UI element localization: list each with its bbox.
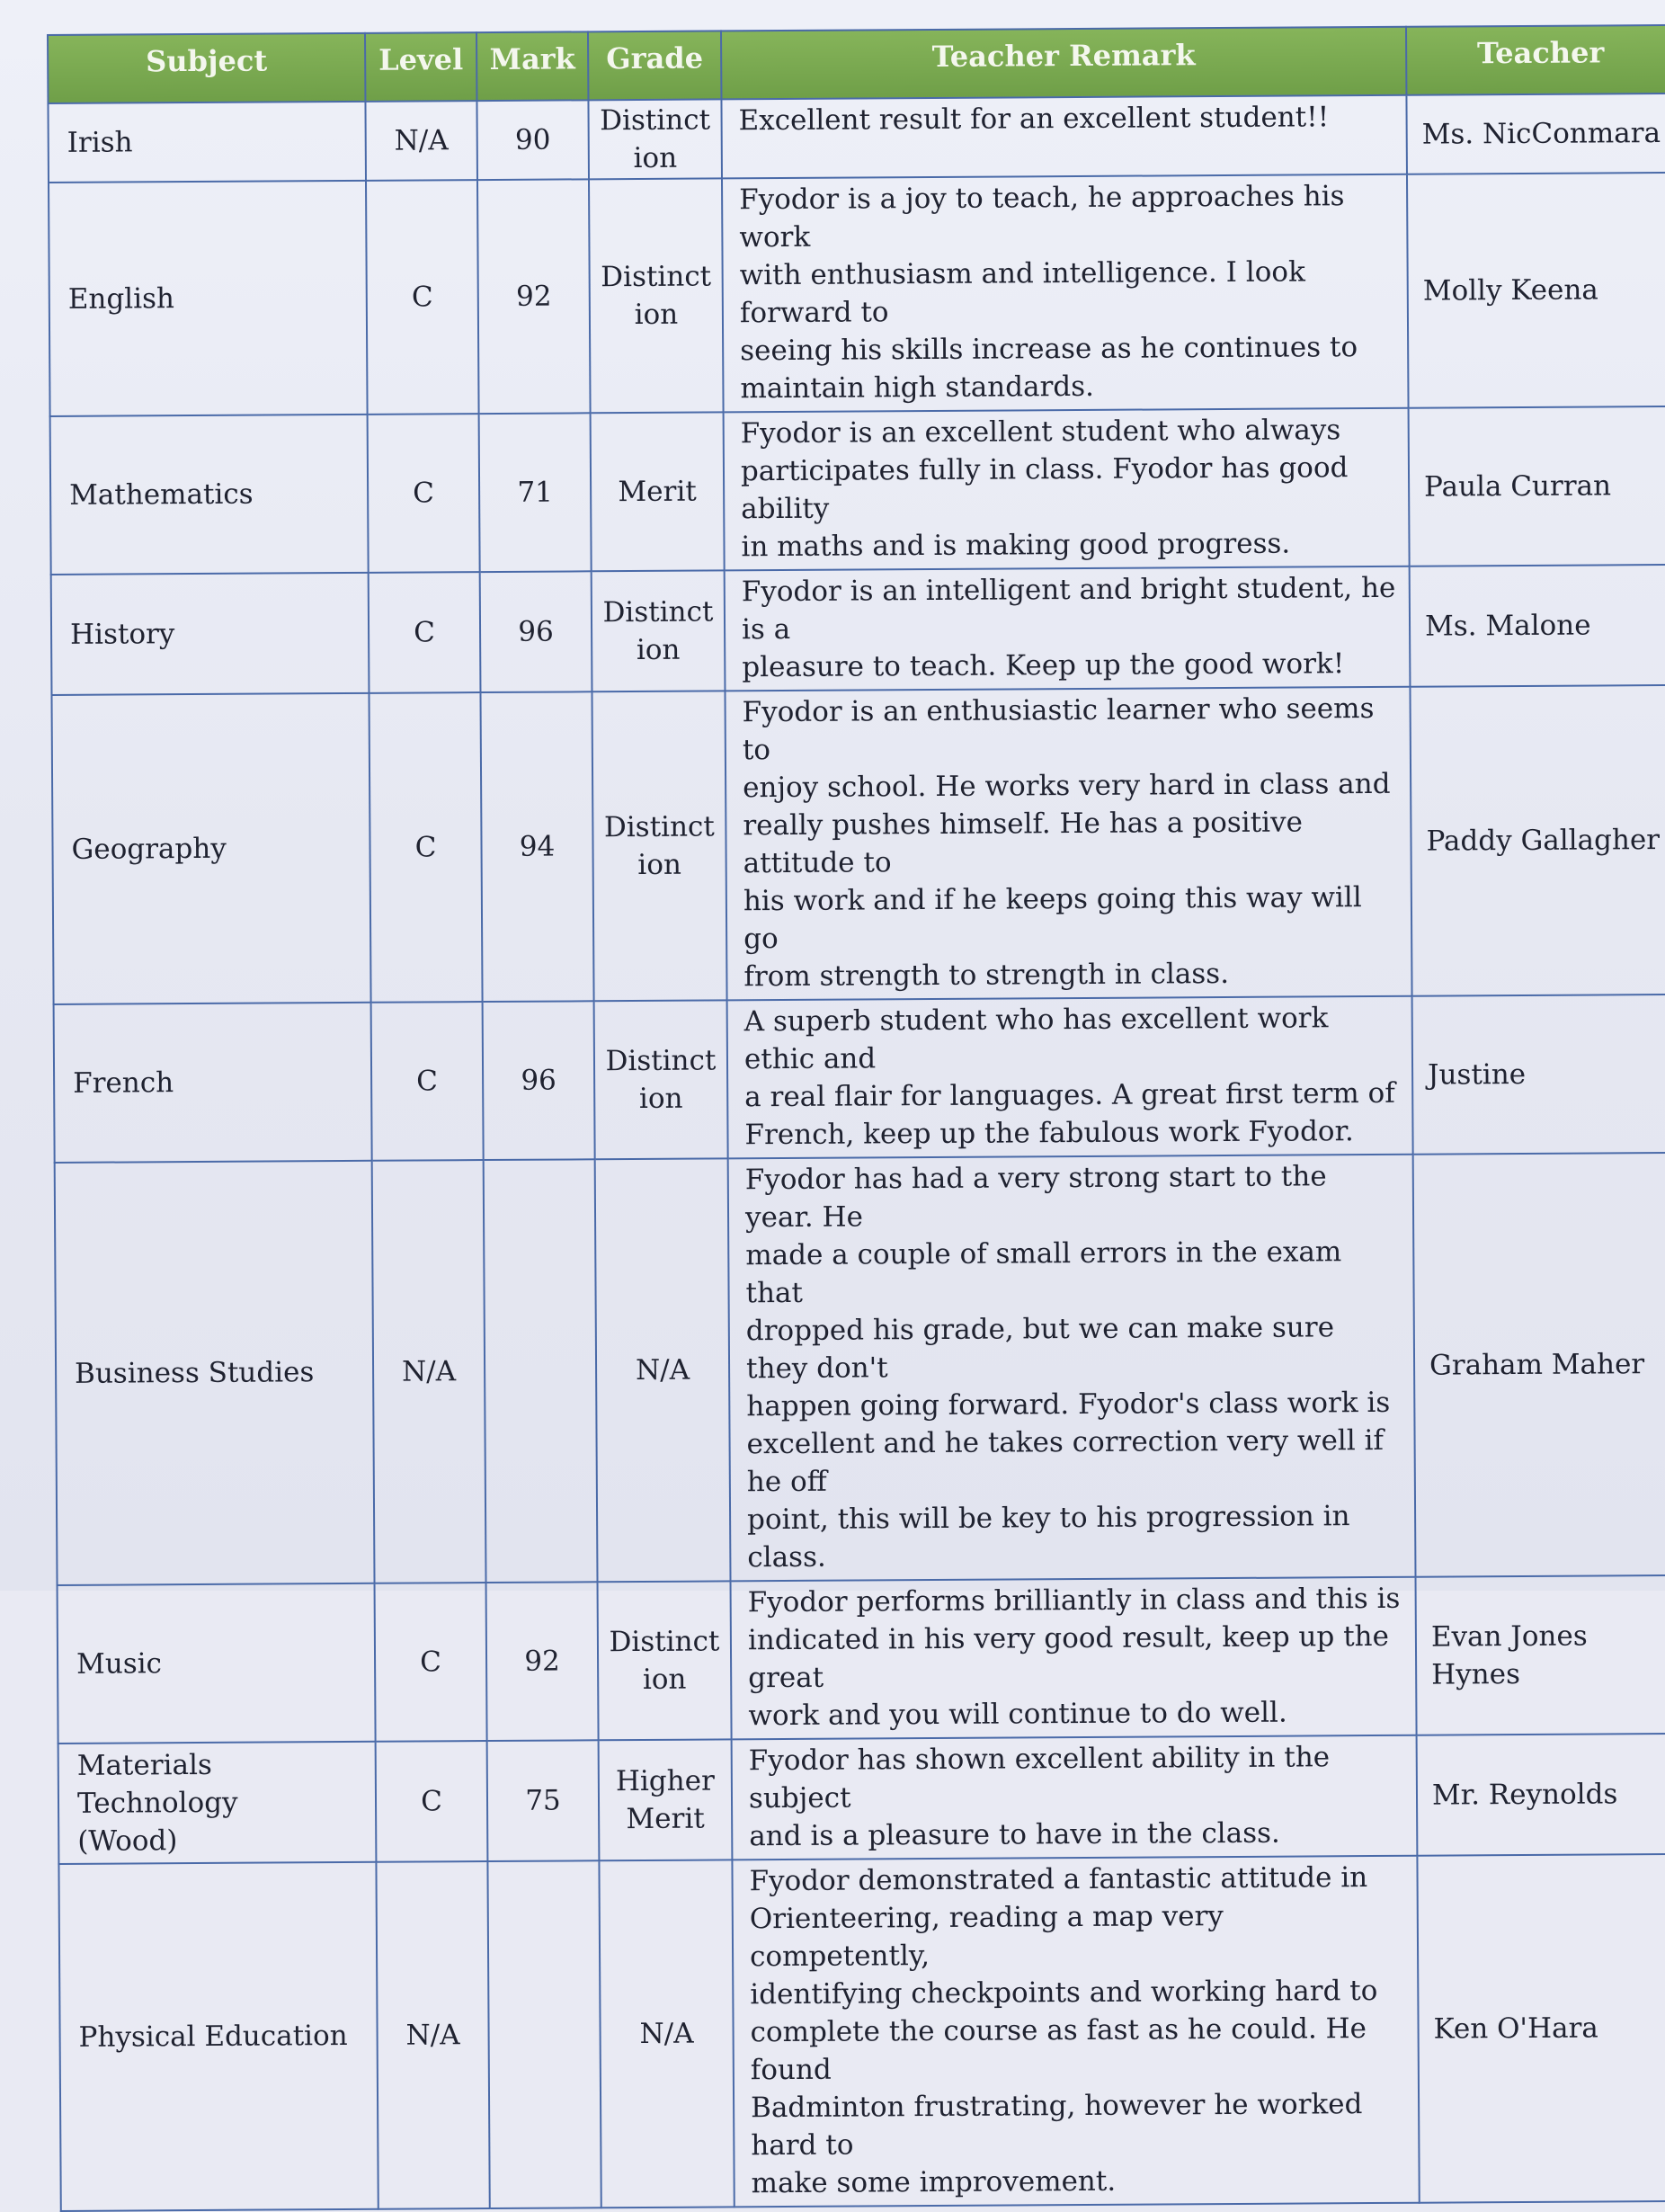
cell-level: C [376, 1741, 488, 1862]
table-row [58, 1734, 1665, 1864]
cell-subject: Mathematics [50, 415, 369, 575]
remark-text: Fyodor performs brilliantly in class and this is indicated in his very good result, keep up the great work and you will continue to do well. [747, 1582, 1401, 1733]
cell-level: C [366, 180, 479, 415]
report-table [47, 24, 1665, 2212]
cell-grade [592, 570, 726, 691]
remark-text: Excellent result for an excellent student!! [738, 101, 1330, 138]
table-row [58, 1854, 1665, 2211]
cell-remark [725, 566, 1411, 691]
grade-text: Distinct ion [609, 1625, 720, 1696]
cell-mark: 96 [483, 1001, 595, 1160]
header-teacher-remark: Teacher Remark [721, 27, 1406, 100]
remark-text: Fyodor demonstrated a fantastic attitude in Orienteering, reading a map very competently, identifying checkpoints and working hard to complete the course as fast as he could. He found Badminton frustrating, however he worked hard to make some improvement. [749, 1861, 1378, 2200]
cell-remark [721, 95, 1407, 179]
cell-mark: 75 [487, 1740, 600, 1861]
cell-level: C [375, 1583, 487, 1742]
cell-grade [589, 178, 724, 413]
cell-remark [728, 1155, 1416, 1582]
cell-remark [732, 1856, 1419, 2208]
cell-teacher: Graham Maher [1413, 1153, 1665, 1577]
cell-remark [727, 996, 1413, 1159]
cell-level: C [369, 692, 482, 1003]
table-row [50, 406, 1665, 575]
cell-grade [598, 1581, 732, 1740]
cell-subject: Irish [48, 102, 366, 183]
table-row [55, 1153, 1665, 1585]
cell-grade [595, 1158, 731, 1582]
cell-mark: 71 [479, 413, 592, 572]
grade-text: Merit [618, 475, 697, 509]
grade-text: Higher Merit [615, 1764, 715, 1836]
cell-remark [732, 1735, 1418, 1860]
remark-text: Fyodor has shown excellent ability in the subject and is a pleasure to have in the class. [748, 1741, 1331, 1853]
grade-text: Distinct ion [602, 595, 714, 667]
cell-teacher: Evan Jones Hynes [1416, 1575, 1665, 1735]
cell-mark [484, 1159, 598, 1583]
table-row [54, 995, 1665, 1163]
header-level: Level [365, 32, 476, 102]
cell-subject [58, 1742, 377, 1864]
cell-subject: English [49, 181, 368, 416]
cell-teacher: Ms. NicConmara [1406, 94, 1665, 174]
cell-remark [725, 687, 1411, 1001]
cell-level: N/A [365, 101, 477, 181]
cell-subject: Music [58, 1583, 376, 1744]
cell-mark: 96 [480, 571, 592, 692]
table-row [49, 173, 1665, 416]
cell-grade [599, 1739, 733, 1860]
cell-grade [591, 412, 725, 571]
cell-teacher: Paddy Gallagher [1410, 685, 1665, 996]
cell-level: C [368, 414, 480, 573]
cell-grade [599, 1860, 734, 2208]
table-row [48, 94, 1665, 183]
remark-text: Fyodor is an enthusiastic learner who seems to enjoy school. He works very hard in class and really pushes himself. He has a positive attitude to his work and if he keeps going this way will go from strength to strength in class. [742, 691, 1391, 994]
remark-text: Fyodor is an intelligent and bright student, he is a pleasure to teach. Keep up the good work! [741, 571, 1396, 684]
header-subject: Subject [48, 33, 365, 103]
header-row [48, 25, 1665, 103]
subject-text: Materials Technology (Wood) [76, 1748, 238, 1858]
remark-text: Fyodor is a joy to teach, he approaches his work with enthusiasm and intelligence. I look forward to seeing his skills increase as he continues to maintain high standards. [739, 180, 1358, 406]
grade-text: Distinct ion [600, 103, 711, 175]
cell-remark [722, 174, 1409, 413]
cell-teacher: Paula Curran [1409, 406, 1665, 566]
cell-subject: History [51, 573, 370, 695]
cell-mark: 90 [476, 100, 589, 180]
cell-subject: French [54, 1003, 372, 1163]
table-row [51, 565, 1665, 695]
grade-text: Distinct ion [601, 260, 712, 332]
cell-subject: Physical Education [58, 1862, 378, 2211]
cell-remark [731, 1577, 1417, 1740]
cell-remark [724, 408, 1410, 571]
remark-text: Fyodor has had a very strong start to the year. He made a couple of small errors in the exam that dropped his grade, but we can make sure they don't happen going forward. Fyodor's class work is excellent and he takes correction very well if he off point, this will be key to his progression in class. [744, 1160, 1391, 1574]
cell-level: C [369, 572, 481, 693]
grade-text: Distinct ion [605, 1044, 717, 1115]
remark-text: Fyodor is an excellent student who always participates fully in class. Fyodor has good ability in maths and is making good progress. [740, 414, 1349, 564]
header-teacher: Teacher [1406, 25, 1665, 95]
cell-teacher: Molly Keena [1407, 173, 1665, 408]
cell-level: C [371, 1002, 484, 1161]
table-row [51, 685, 1665, 1004]
cell-mark: 92 [477, 179, 591, 414]
remark-text: A superb student who has excellent work ethic and a real flair for languages. A great first term of French, keep up the fabulous work Fyodor. [743, 1002, 1395, 1152]
cell-grade [588, 99, 722, 179]
grade-text: Distinct ion [603, 810, 715, 882]
cell-teacher: Justine [1412, 995, 1665, 1155]
cell-subject: Business Studies [55, 1161, 375, 1585]
grade-text: N/A [639, 2017, 694, 2051]
table-row [58, 1575, 1665, 1744]
cell-teacher: Ken O'Hara [1417, 1854, 1665, 2203]
cell-mark: 94 [480, 691, 593, 1002]
header-grade: Grade [588, 31, 721, 100]
cell-teacher: Mr. Reynolds [1417, 1734, 1665, 1856]
cell-mark [487, 1860, 601, 2208]
grade-text: N/A [635, 1353, 690, 1387]
header-mark: Mark [476, 31, 588, 101]
cell-level: N/A [372, 1160, 486, 1583]
cell-teacher: Ms. Malone [1410, 565, 1665, 687]
cell-level: N/A [376, 1861, 489, 2209]
cell-mark: 92 [486, 1582, 599, 1741]
cell-grade [594, 1000, 728, 1159]
cell-grade [592, 691, 726, 1001]
cell-subject: Geography [51, 693, 370, 1004]
